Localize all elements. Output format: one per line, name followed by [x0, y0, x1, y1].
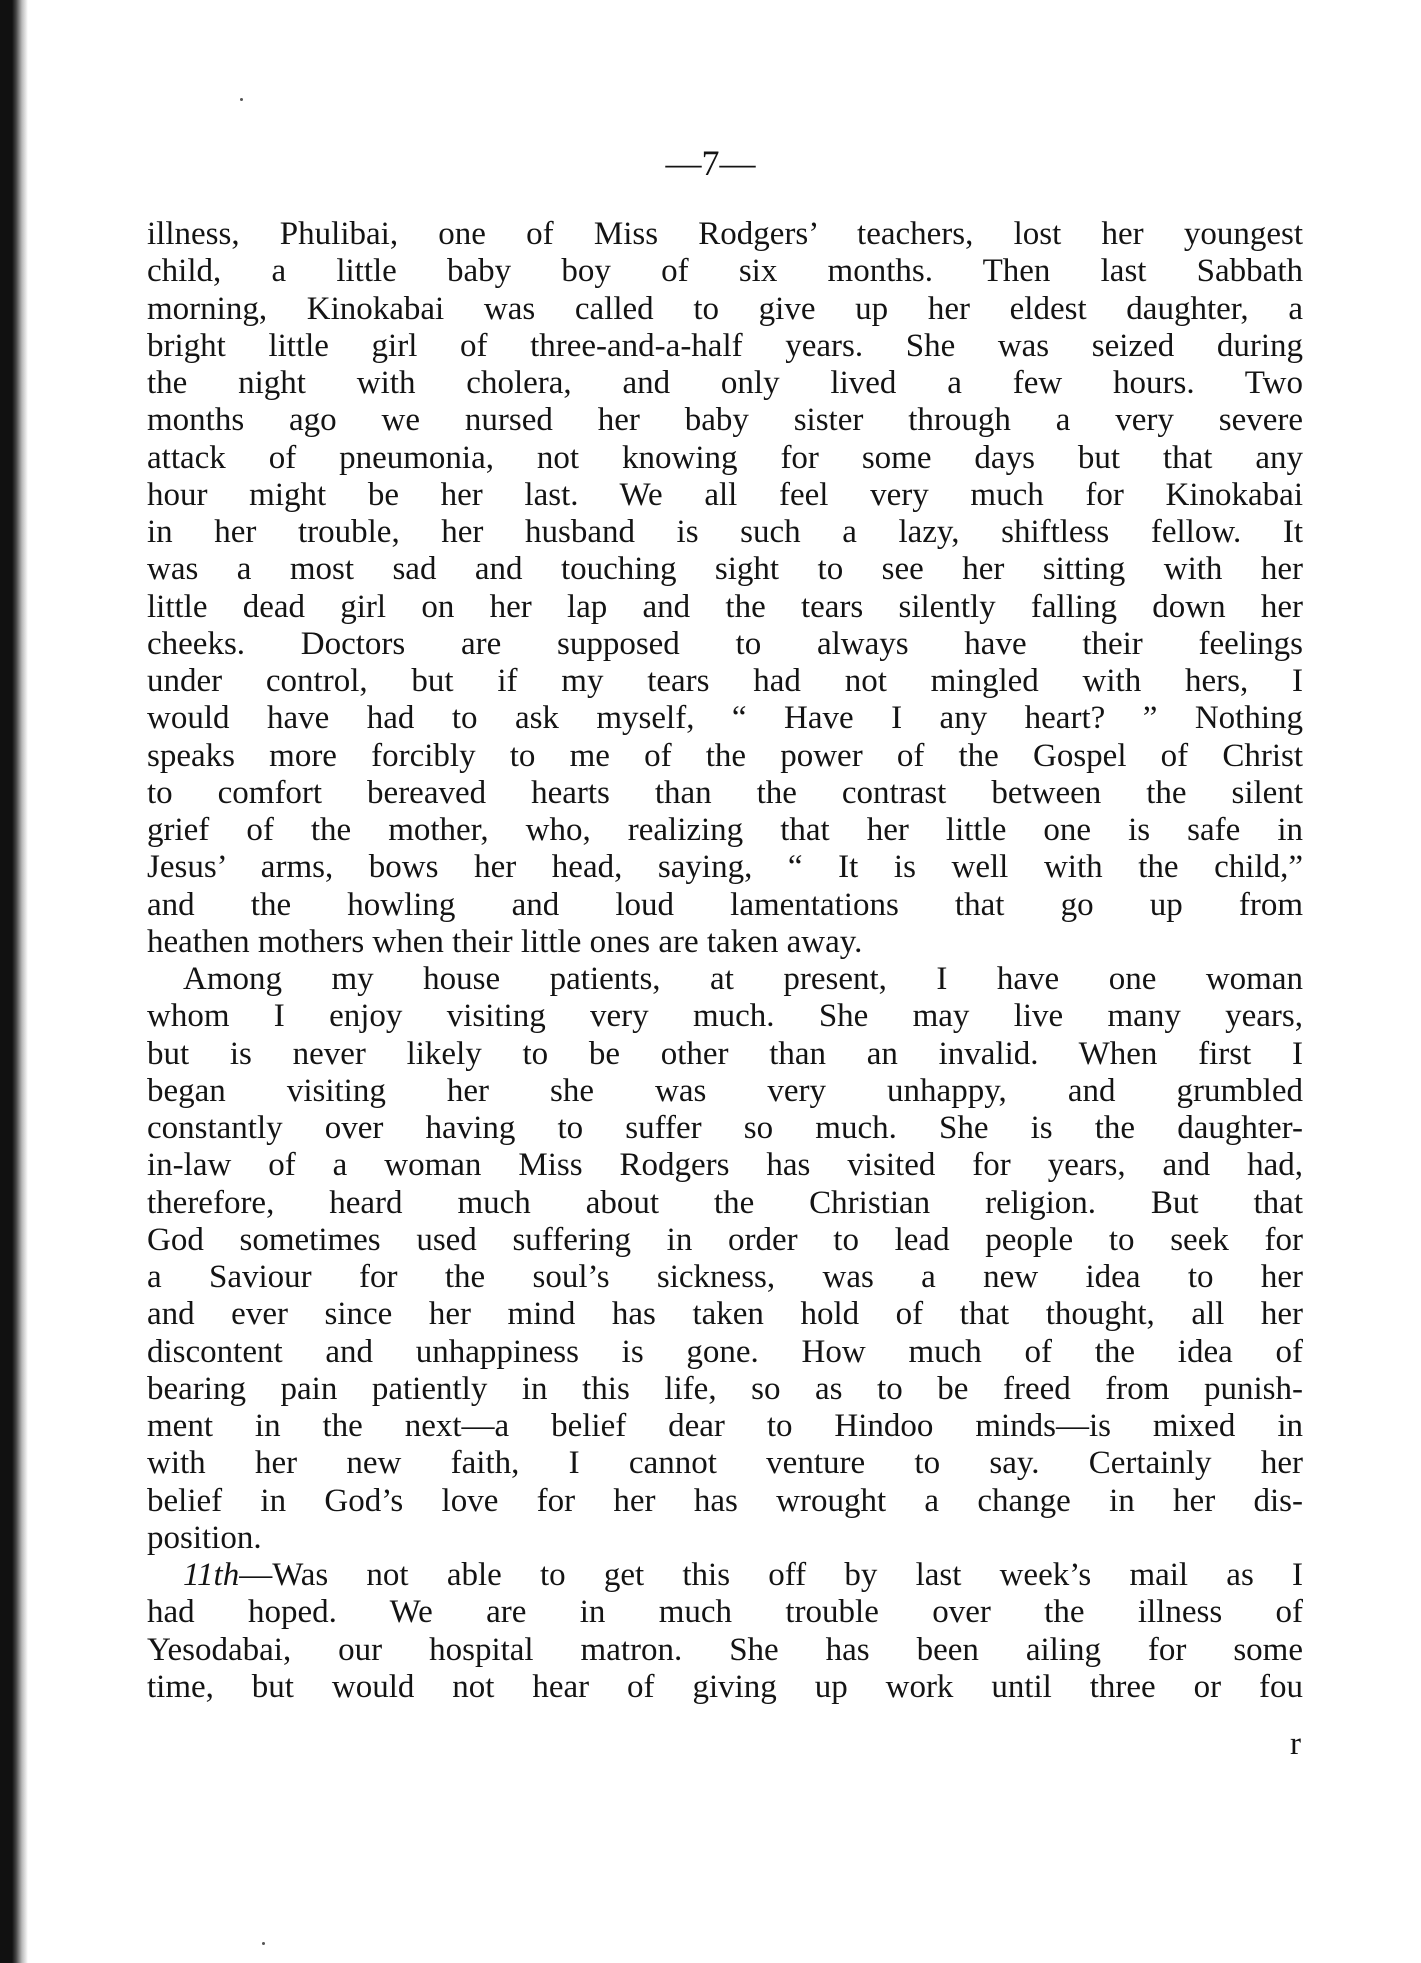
text-line: would have had to ask myself, “ Have I any heart? ” Nothing	[147, 700, 1303, 737]
body-text	[147, 216, 1303, 1706]
text-line: under control, but if my tears had not mingled with hers, I	[147, 663, 1303, 699]
text-line: months ago we nursed her baby sister through a very severe	[147, 402, 1303, 439]
text-line: whom I enjoy visiting very much. She may live many years,	[147, 998, 1303, 1035]
text-line: cheeks. Doctors are supposed to always have their feelings	[147, 625, 1303, 662]
page-binding-edge	[0, 0, 28, 1963]
date-lead: 11th	[183, 1557, 240, 1593]
text-line: bearing pain patiently in this life, so as to be freed from punish-	[147, 1370, 1303, 1407]
text-line: belief in God’s love for her has wrought a change in her dis-	[147, 1482, 1303, 1519]
text-line: Among my house patients, at present, I have one woman	[183, 961, 1303, 997]
text-line: bright little girl of three-and-a-half years. She was seized during	[147, 327, 1303, 364]
text-line: little dead girl on her lap and the tears silently falling down her	[147, 588, 1303, 625]
text-line-rest: —Was not able to get this off by last week’s mail as I	[239, 1557, 1303, 1593]
text-line: discontent and unhappiness is gone. How much of the idea of	[147, 1333, 1303, 1370]
print-speck	[262, 1942, 265, 1945]
text-line: in-law of a woman Miss Rodgers has visited for years, and had,	[147, 1147, 1303, 1184]
text-line: morning, Kinokabai was called to give up her eldest daughter, a	[147, 290, 1303, 327]
text-line: the night with cholera, and only lived a few hours. Two	[147, 365, 1303, 401]
text-line: child, a little baby boy of six months. Then last Sabbath	[147, 253, 1303, 290]
print-speck	[240, 98, 243, 101]
text-line: time, but would not hear of giving up work until three or fou	[147, 1668, 1303, 1705]
text-line: ment in the next—a belief dear to Hindoo minds—is mixed in	[147, 1408, 1303, 1444]
text-line: Jesus’ arms, bows her head, saying, “ It is well with the child,”	[147, 849, 1303, 886]
text-line	[147, 1557, 1303, 1594]
text-line: God sometimes used suffering in order to lead people to seek for	[147, 1221, 1303, 1258]
text-line: with her new faith, I cannot venture to say. Certainly her	[147, 1445, 1303, 1482]
text-line: a Saviour for the soul’s sickness, was a new idea to her	[147, 1259, 1303, 1295]
text-line: constantly over having to suffer so much. She is the daughter-	[147, 1110, 1303, 1146]
text-line: Yesodabai, our hospital matron. She has been ailing for some	[147, 1631, 1303, 1668]
text-line: speaks more forcibly to me of the power of the Gospel of Christ	[147, 737, 1303, 774]
text-line: hour might be her last. We all feel very much for Kinokabai	[147, 476, 1303, 513]
text-line: to comfort bereaved hearts than the contrast between the silent	[147, 774, 1303, 811]
text-line: position.	[147, 1519, 262, 1556]
text-line: but is never likely to be other than an invalid. When first I	[147, 1035, 1303, 1072]
text-line: was a most sad and touching sight to see her sitting with her	[147, 551, 1303, 588]
text-line: attack of pneumonia, not knowing for some days but that any	[147, 439, 1303, 476]
text-line: had hoped. We are in much trouble over the illness of	[147, 1594, 1303, 1631]
text-line: began visiting her she was very unhappy, and grumbled	[147, 1072, 1303, 1109]
text-line: heathen mothers when their little ones are taken away.	[147, 923, 863, 960]
text-line: and the howling and loud lamentations that go up from	[147, 886, 1303, 923]
text-line: illness, Phulibai, one of Miss Rodgers’ teachers, lost her youngest	[147, 216, 1303, 252]
trailing-fragment: r	[1290, 1726, 1301, 1762]
text-line: grief of the mother, who, realizing that her little one is safe in	[147, 812, 1303, 848]
text-line: in her trouble, her husband is such a lazy, shiftless fellow. It	[147, 514, 1303, 550]
page-number: —7—	[665, 143, 756, 183]
text-line: therefore, heard much about the Christian religion. But that	[147, 1184, 1303, 1221]
text-line: and ever since her mind has taken hold of that thought, all her	[147, 1296, 1303, 1333]
